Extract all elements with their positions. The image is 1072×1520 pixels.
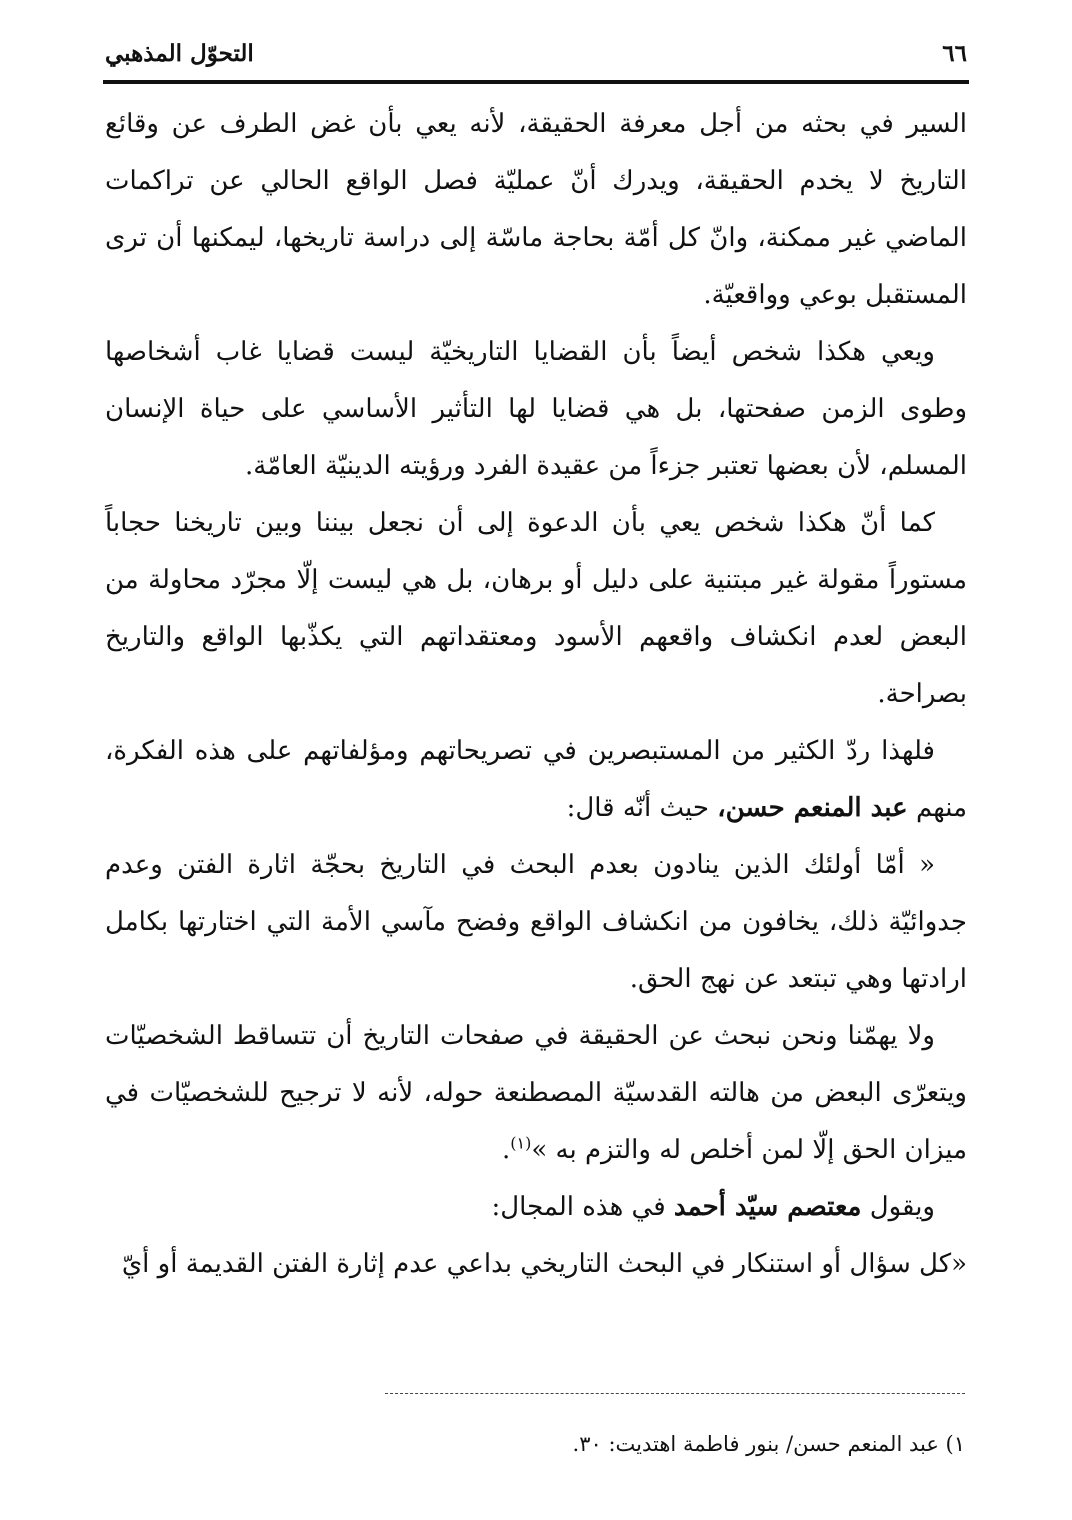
footnote-reference: (١) bbox=[510, 1133, 532, 1153]
page-number: ٦٦ bbox=[942, 40, 967, 67]
quote-paragraph-2-end: . bbox=[501, 1135, 511, 1165]
quote-paragraph-2 bbox=[105, 1008, 967, 1179]
paragraph-4-text-end: حيث أنّه قال: bbox=[566, 793, 709, 823]
quote-paragraph-3: «كل سؤال أو استنكار في البحث التاريخي بداعي عدم إثارة الفتن القديمة أو أيّ bbox=[121, 1249, 967, 1279]
paragraph-7-text-end: في هذه المجال: bbox=[491, 1192, 666, 1222]
author-name-abdelmoneim: عبد المنعم حسن، bbox=[717, 793, 908, 823]
paragraph-7-text-start: ويقول bbox=[869, 1192, 935, 1222]
paragraph-1: السير في بحثه من أجل معرفة الحقيقة، لأنه يعي بأن غض الطرف عن وقائع التاريخ لا يخدم الحقيقة، ويدرك أنّ عمليّة فصل الواقع الحالي عن تراكمات الماضي غير ممكنة، وانّ كل أمّة بحاجة ماسّة إلى دراسة تاريخها، ليمكنها أن ترى المستقبل بوعي وواقعيّة. bbox=[105, 109, 967, 310]
page-header bbox=[105, 38, 967, 78]
paragraph-4-text-start: فلهذا ردّ الكثير من المستبصرين في تصريحاتهم ومؤلفاتهم على هذه الفكرة، منهم bbox=[105, 736, 967, 823]
paragraph-7 bbox=[105, 1179, 967, 1236]
quote-paragraph-2-text: ولا يهمّنا ونحن نبحث عن الحقيقة في صفحات التاريخ أن تتساقط الشخصيّات ويتعرّى البعض من هالته القدسيّة المصطنعة حوله، لأنه لا ترجيح للشخصيّات في ميزان الحق إلّا لمن أخلص له والتزم به » bbox=[105, 1021, 967, 1165]
footnote-rule bbox=[385, 1393, 965, 1394]
main-text bbox=[105, 96, 967, 1293]
header-rule bbox=[103, 80, 969, 84]
running-title: التحوّل المذهبي bbox=[105, 40, 254, 67]
paragraph-4 bbox=[105, 723, 967, 837]
paragraph-3: كما أنّ هكذا شخص يعي بأن الدعوة إلى أن نجعل بيننا وبين تاريخنا حجاباً مستوراً مقولة غير مبتنية على دليل أو برهان، بل هي ليست إلّا مجرّد محاولة من البعض لعدم انكشاف واقعهم الأسود ومعتقداتهم التي يكذّبها الواقع والتاريخ بصراحة. bbox=[105, 508, 968, 709]
author-name-motasem: معتصم سيّد أحمد bbox=[673, 1192, 862, 1222]
quote-paragraph-1: « أمّا أولئك الذين ينادون بعدم البحث في التاريخ بحجّة اثارة الفتن وعدم جدوائيّة ذلك، يخافون من انكشاف الواقع وفضح مآسي الأمة التي اختارتها بكامل ارادتها وهي تبتعد عن نهج الحق. bbox=[105, 850, 967, 994]
paragraph-2: ويعي هكذا شخص أيضاً بأن القضايا التاريخيّة ليست قضايا غاب أشخاصها وطوى الزمن صفحتها، بل هي قضايا لها التأثير الأساسي على حياة الإنسان المسلم، لأن بعضها تعتبر جزءاً من عقيدة الفرد ورؤيته الدينيّة العامّة. bbox=[105, 337, 967, 481]
footnote: ١) عبد المنعم حسن/ بنور فاطمة اهتديت: ٣٠. bbox=[572, 1432, 965, 1456]
